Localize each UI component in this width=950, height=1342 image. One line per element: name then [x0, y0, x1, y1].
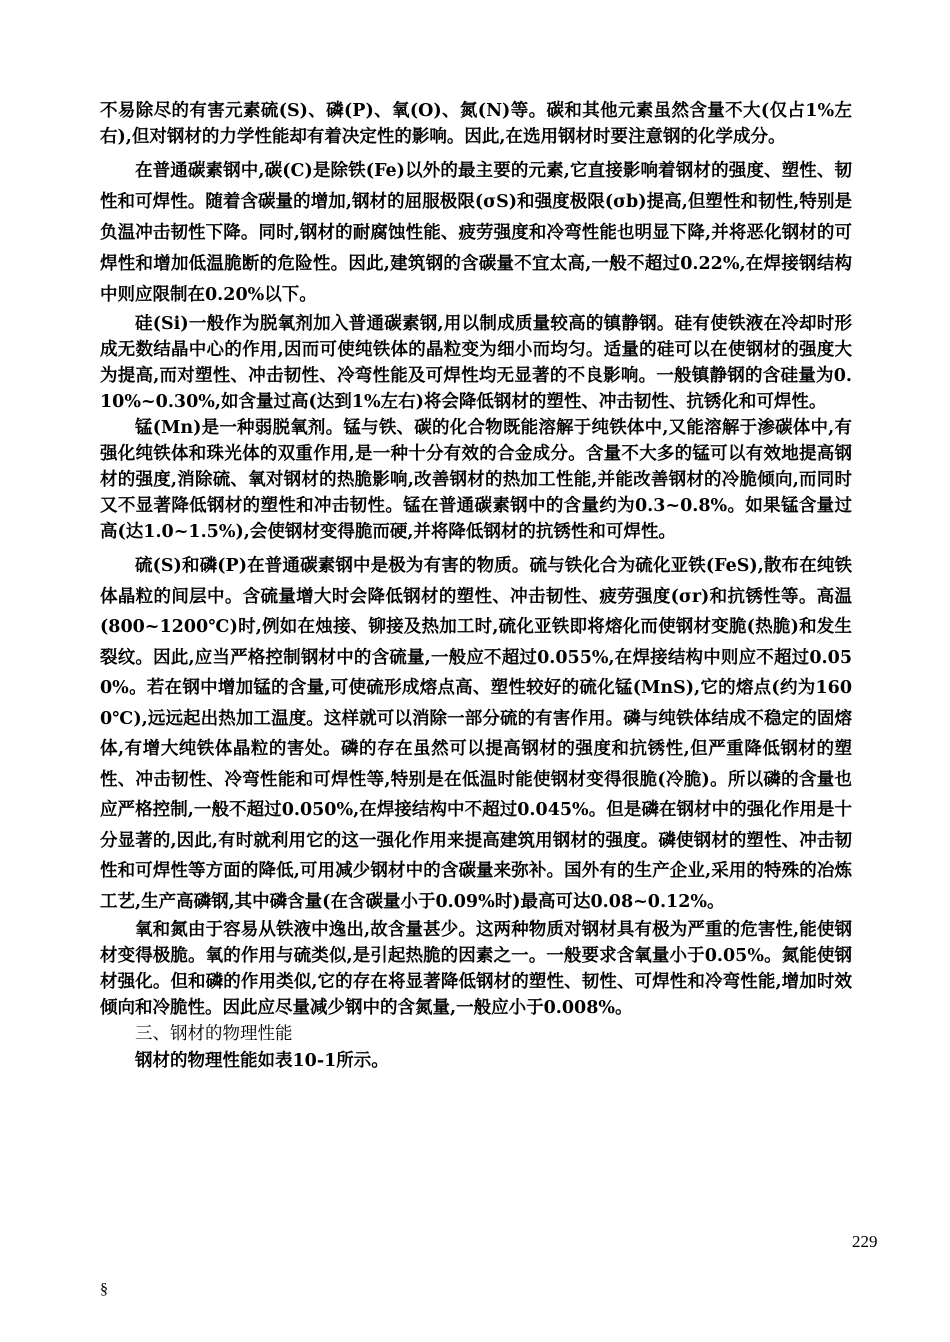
section-mark: §: [100, 1281, 108, 1298]
paragraph-carbon: 在普通碳素钢中,碳(C)是除铁(Fe)以外的最主要的元素,它直接影响着钢材的强度、塑性、韧性和可焊性。随着含碳量的增加,钢材的屈服极限(σS)和强度极限(σb)提高,但塑性和韧性,特别是负温冲击韧性下降。同时,钢材的耐腐蚀性能、疲劳强度和冷弯性能也明显下降,并将恶化钢材的可焊性和增加低温脆断的危险性。因此,建筑钢的含碳量不宜太高,一般不超过0.22%,在焊接钢结构中则应限制在0.20%以下。: [100, 161, 852, 305]
paragraph-intro: 不易除尽的有害元素硫(S)、磷(P)、氧(O)、氮(N)等。碳和其他元素虽然含量不大(仅占1%左右),但对钢材的力学性能却有着决定性的影响。因此,在选用钢材时要注意钢的化学成分。: [100, 101, 852, 147]
page-body: [100, 98, 852, 1075]
paragraph-silicon: 硅(Si)一般作为脱氧剂加入普通碳素钢,用以制成质量较高的镇静钢。硅有使铁液在冷却时形成无数结晶中心的作用,因而可使纯铁体的晶粒变为细小而均匀。适量的硅可以在使钢材的强度大为提高,而对塑性、冲击韧性、冷弯性能及可焊性均无显著的不良影响。一般镇静钢的含硅量为0.10%~0.30%,如含量过高(达到1%左右)将会降低钢材的塑性、冲击韧性、抗锈化和可焊性。: [100, 314, 852, 412]
paragraph-sulfur-phosphorus: 硫(S)和磷(P)在普通碳素钢中是极为有害的物质。硫与铁化合为硫化亚铁(FeS),散布在纯铁体晶粒的间层中。含硫量增大时会降低钢材的塑性、冲击韧性、疲劳强度(σr)和抗锈性等。高温(800~1200℃)时,例如在烛接、铆接及热加工时,硫化亚铁即将熔化而使钢材变脆(热脆)和发生裂纹。因此,应当严格控制钢材中的含硫量,一般应不超过0.055%,在焊接结构中则应不超过0.050%。若在钢中增加锰的含量,可使硫形成熔点高、塑性较好的硫化锰(MnS),它的熔点(约为1600℃),远远起出热加工温度。这样就可以消除一部分硫的有害作用。磷与纯铁体结成不稳定的固熔体,有增大纯铁体晶粒的害处。磷的存在虽然可以提高钢材的强度和抗锈性,但严重降低钢材的塑性、冲击韧性、冷弯性能和可焊性等,特别是在低温时能使钢材变得很脆(冷脆)。所以磷的含量也应严格控制,一般不超过0.050%,在焊接结构中不超过0.045%。但是磷在钢材中的强化作用是十分显著的,因此,有时就利用它的这一强化作用来提高建筑用钢材的强度。磷使钢材的塑性、冲击韧性和可焊性等方面的降低,可用减少钢材中的含碳量来弥补。国外有的生产企业,采用的特殊的冶炼工艺,生产高磷钢,其中磷含量(在含碳量小于0.09%时)最高可达0.08~0.12%。: [100, 556, 852, 912]
page-number: 229: [852, 1232, 878, 1251]
paragraph-oxygen-nitrogen: 氧和氮由于容易从铁液中逸出,故含量甚少。这两种物质对钢材具有极为严重的危害性,能使钢材变得极脆。氧的作用与硫类似,是引起热脆的因素之一。一般要求含氧量小于0.05%。氮能使钢材强化。但和磷的作用类似,它的存在将显著降低钢材的塑性、韧性、可焊性和冷弯性能,增加时效倾向和冷脆性。因此应尽量减少钢中的含氮量,一般应小于0.008%。: [100, 920, 852, 1018]
paragraph-table-reference: 钢材的物理性能如表10-1所示。: [135, 1051, 389, 1071]
section-heading: 三、钢材的物理性能: [135, 1024, 293, 1044]
paragraph-manganese: 锰(Mn)是一种弱脱氧剂。锰与铁、碳的化合物既能溶解于纯铁体中,又能溶解于渗碳体中,有强化纯铁体和珠光体的双重作用,是一种十分有效的合金成分。含量不大多的锰可以有效地提高钢材的强度,消除硫、氧对钢材的热脆影响,改善钢材的热加工性能,并能改善钢材的冷脆倾向,而同时又不显著降低钢材的塑性和冲击韧性。锰在普通碳素钢中的含量约为0.3~0.8%。如果锰含量过高(达1.0~1.5%),会使钢材变得脆而硬,并将降低钢材的抗锈性和可焊性。: [100, 418, 852, 542]
